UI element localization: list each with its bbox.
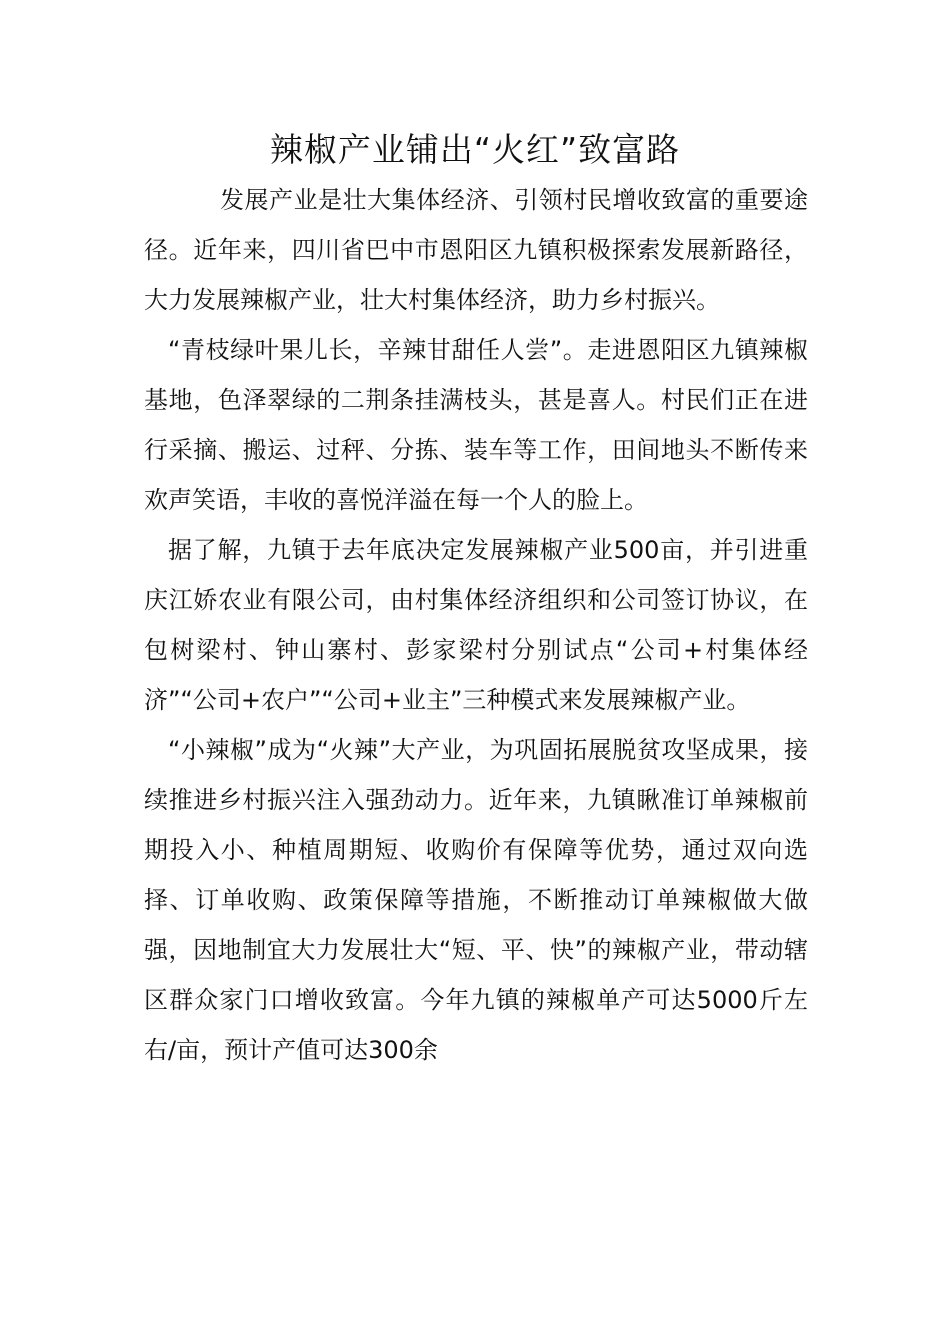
- article-body: [144, 175, 808, 1075]
- paragraph-industry: “小辣椒”成为“火辣”大产业，为巩固拓展脱贫攻坚成果，接续推进乡村振兴注入强劲动力。近年来，九镇瞅准订单辣椒前期投入小、种植周期短、收购价有保障等优势，通过双向选择、订单收购、政策保障等措施，不断推动订单辣椒做大做强，因地制宜大力发展壮大“短、平、快”的辣椒产业，带动辖区群众家门口增收致富。今年九镇的辣椒单产可达5000斤左右/亩，预计产值可达300余: [144, 736, 808, 1064]
- paragraph-background: 据了解，九镇于去年底决定发展辣椒产业500亩，并引进重庆江娇农业有限公司，由村集体经济组织和公司签订协议，在包树梁村、钟山寨村、彭家梁村分别试点“公司+村集体经济”“公司+农户”“公司+业主”三种模式来发展辣椒产业。: [144, 536, 808, 714]
- paragraph-intro: 发展产业是壮大集体经济、引领村民增收致富的重要途径。近年来，四川省巴中市恩阳区九镇积极探索发展新路径，大力发展辣椒产业，壮大村集体经济，助力乡村振兴。: [144, 186, 808, 314]
- article-title: 辣椒产业铺出“火红”致富路: [269, 130, 681, 169]
- paragraph-harvest: “青枝绿叶果儿长，辛辣甘甜任人尝”。走进恩阳区九镇辣椒基地，色泽翠绿的二荆条挂满枝头，甚是喜人。村民们正在进行采摘、搬运、过秤、分拣、装车等工作，田间地头不断传来欢声笑语，丰收的喜悦洋溢在每一个人的脸上。: [144, 336, 808, 514]
